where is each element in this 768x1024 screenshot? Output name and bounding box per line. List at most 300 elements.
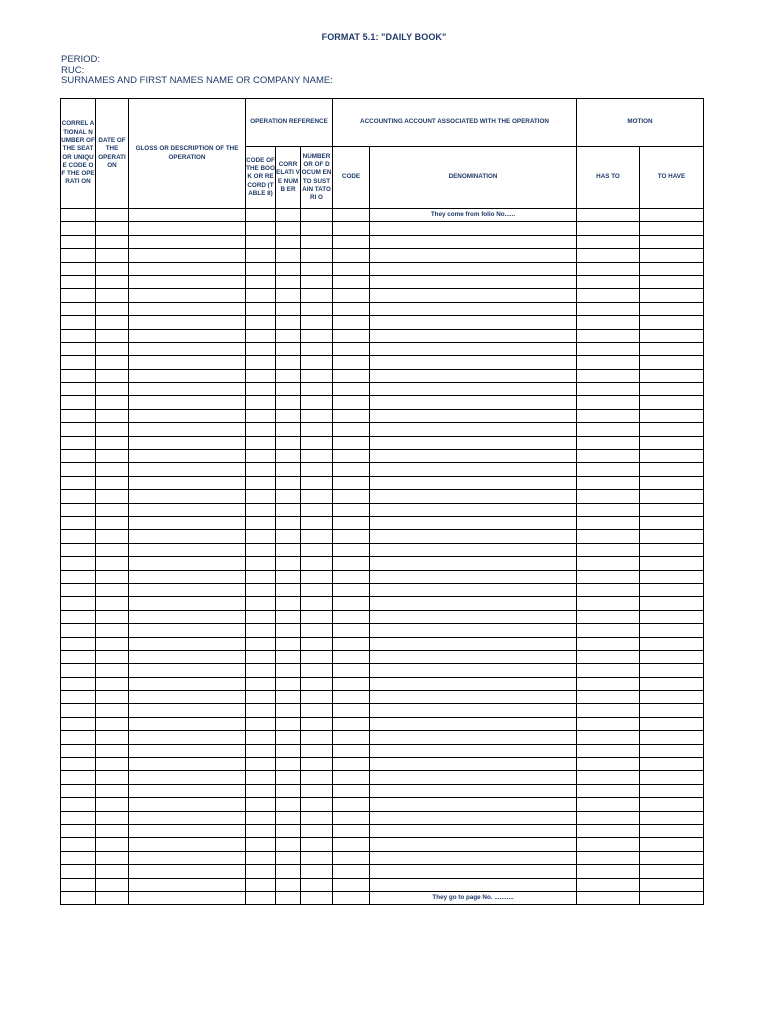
table-row [61,838,704,851]
table-cell [96,530,129,543]
table-cell [301,570,333,583]
table-cell [276,262,301,275]
table-cell [96,731,129,744]
table-cell [301,249,333,262]
table-cell [333,798,370,811]
table-cell [96,342,129,355]
col-header-accounting-account: ACCOUNTING ACCOUNT ASSOCIATED WITH THE OPERATION [333,99,577,147]
table-cell [301,530,333,543]
table-cell [246,490,276,503]
table-cell [301,664,333,677]
table-cell [61,677,96,690]
table-cell [96,503,129,516]
table-cell [301,597,333,610]
table-cell [370,557,577,570]
table-cell [276,302,301,315]
table-row [61,369,704,382]
table-cell [333,717,370,730]
table-cell [96,798,129,811]
table-cell [370,597,577,610]
table-cell [129,450,246,463]
table-cell [129,235,246,248]
table-cell [577,450,640,463]
table-cell [301,396,333,409]
table-cell [333,744,370,757]
table-cell [333,516,370,529]
table-cell [276,516,301,529]
table-cell [640,249,704,262]
table-cell [129,543,246,556]
table-cell [370,503,577,516]
table-row [61,691,704,704]
table-cell [640,409,704,422]
table-cell [640,731,704,744]
table-cell [577,878,640,891]
table-cell [640,543,704,556]
table-cell [129,610,246,623]
col-header-code: CODE [333,147,370,209]
table-cell [333,356,370,369]
table-cell [577,356,640,369]
table-row [61,865,704,878]
table-cell [370,423,577,436]
table-cell [246,784,276,797]
table-cell [577,691,640,704]
table-cell [129,557,246,570]
table-cell [301,811,333,824]
table-cell [333,490,370,503]
table-cell [370,476,577,489]
table-cell [301,450,333,463]
table-cell [301,423,333,436]
table-cell [577,677,640,690]
table-cell [370,530,577,543]
table-cell [640,691,704,704]
table-cell [276,677,301,690]
table-cell [129,275,246,288]
table-cell [370,878,577,891]
table-cell [370,664,577,677]
table-cell [577,717,640,730]
table-cell [640,583,704,596]
table-cell [577,275,640,288]
table-cell [640,824,704,837]
table-cell [640,262,704,275]
table-cell [129,369,246,382]
table-cell [333,316,370,329]
table-cell [333,436,370,449]
table-cell [246,369,276,382]
table-cell [577,369,640,382]
table-cell [333,583,370,596]
table-cell [96,423,129,436]
table-cell [640,316,704,329]
table-row [61,637,704,650]
table-cell [61,771,96,784]
table-cell [276,570,301,583]
table-cell [61,851,96,864]
table-cell [640,423,704,436]
table-cell [129,624,246,637]
table-cell [96,771,129,784]
table-cell [333,637,370,650]
table-cell [246,235,276,248]
col-header-book-code: CODE OF THE BOOK OR RECORD (TABLE 8) [246,147,276,209]
table-cell [301,289,333,302]
table-cell [370,865,577,878]
table-cell [276,624,301,637]
table-cell [301,209,333,222]
table-cell [96,824,129,837]
table-cell [61,503,96,516]
table-cell [577,463,640,476]
table-cell [129,463,246,476]
table-row [61,222,704,235]
table-cell [276,530,301,543]
table-cell [370,289,577,302]
table-cell [333,650,370,663]
table-cell [640,209,704,222]
table-cell [577,342,640,355]
table-cell [61,570,96,583]
table-cell [276,342,301,355]
ruc-label: RUC: [61,64,85,76]
table-cell [333,409,370,422]
header-fields [61,55,333,87]
table-cell [61,597,96,610]
table-cell [333,450,370,463]
table-cell [129,824,246,837]
table-cell [370,811,577,824]
table-cell [577,249,640,262]
col-header-denomination: DENOMINATION [370,147,577,209]
table-cell [333,222,370,235]
table-cell [370,543,577,556]
table-cell [370,731,577,744]
table-cell [370,838,577,851]
table-cell [246,771,276,784]
period-label: PERIOD: [61,54,101,65]
table-cell [129,650,246,663]
table-cell [96,704,129,717]
table-cell [61,811,96,824]
table-cell [96,289,129,302]
table-cell [246,650,276,663]
table-cell [61,209,96,222]
table-cell [640,222,704,235]
table-cell [370,302,577,315]
table-cell [333,289,370,302]
table-cell [370,329,577,342]
table-cell [301,342,333,355]
table-row [61,249,704,262]
table-row [61,209,704,222]
table-cell [370,771,577,784]
table-cell [276,851,301,864]
table-cell [246,717,276,730]
table-cell [246,516,276,529]
table-cell [129,811,246,824]
table-cell [333,771,370,784]
table-row [61,731,704,744]
table-cell [276,463,301,476]
table-cell [246,329,276,342]
table-cell [246,423,276,436]
table-cell [61,356,96,369]
table-cell [640,650,704,663]
table-cell [577,570,640,583]
table-cell [301,503,333,516]
table-cell [96,235,129,248]
table-cell [640,664,704,677]
col-header-has-to: HAS TO [577,147,640,209]
table-cell [61,369,96,382]
table-cell [96,557,129,570]
table-cell [246,744,276,757]
table-cell [370,275,577,288]
table-cell [577,383,640,396]
table-cell [96,784,129,797]
table-cell [370,758,577,771]
table-cell [333,249,370,262]
table-cell [301,275,333,288]
table-cell [96,369,129,382]
table-cell [96,516,129,529]
table-cell [577,262,640,275]
table-cell [246,396,276,409]
table-cell [301,356,333,369]
table-cell [333,677,370,690]
table-cell [640,610,704,623]
table-cell [577,650,640,663]
table-cell [246,262,276,275]
table-cell [61,476,96,489]
table-cell [96,329,129,342]
table-cell [61,891,96,904]
table-cell [96,436,129,449]
table-cell [276,275,301,288]
table-cell [640,356,704,369]
table-cell [577,235,640,248]
table-cell [370,744,577,757]
table-cell [61,249,96,262]
table-row [61,396,704,409]
table-cell [61,262,96,275]
table-cell [276,610,301,623]
table-cell [96,356,129,369]
table-cell [577,289,640,302]
table-cell [333,476,370,489]
table-cell [640,717,704,730]
table-cell [301,650,333,663]
table-cell [276,650,301,663]
table-cell [276,637,301,650]
table-cell [276,423,301,436]
table-cell [246,356,276,369]
table-cell [370,610,577,623]
table-cell [129,891,246,904]
table-cell [370,450,577,463]
table-cell [129,771,246,784]
table-cell [333,597,370,610]
table-cell [129,383,246,396]
table-cell [96,838,129,851]
table-cell [96,878,129,891]
table-cell [640,436,704,449]
table-row [61,516,704,529]
table-cell [370,436,577,449]
table-cell [333,235,370,248]
table-row [61,436,704,449]
table-cell [276,557,301,570]
table-cell [577,891,640,904]
table-cell [61,235,96,248]
table-row [61,476,704,489]
table-cell [129,717,246,730]
table-cell [577,557,640,570]
table-cell [640,530,704,543]
table-cell [61,275,96,288]
table-cell [129,302,246,315]
table-row [61,570,704,583]
table-cell [577,316,640,329]
table-cell [96,209,129,222]
page-title: FORMAT 5.1: "DAILY BOOK" [321,32,447,42]
table-cell [129,476,246,489]
table-cell [640,677,704,690]
table-cell [333,610,370,623]
table-cell [301,409,333,422]
table-cell [61,798,96,811]
table-cell [96,624,129,637]
table-cell [301,677,333,690]
table-cell [301,369,333,382]
table-cell [129,262,246,275]
table-cell [577,516,640,529]
table-cell [640,275,704,288]
table-row [61,262,704,275]
table-cell [61,383,96,396]
table-cell [370,717,577,730]
table-cell [301,637,333,650]
table-cell [333,342,370,355]
table-cell [577,784,640,797]
table-cell [129,409,246,422]
table-row [61,798,704,811]
table-cell [370,356,577,369]
table-cell [129,570,246,583]
col-header-to-have: TO HAVE [640,147,704,209]
table-cell [61,289,96,302]
table-cell [129,691,246,704]
table-cell [333,731,370,744]
table-cell [96,744,129,757]
table-cell [301,610,333,623]
table-cell [129,704,246,717]
table-cell [276,289,301,302]
table-cell [246,503,276,516]
table-cell [301,704,333,717]
table-cell [129,731,246,744]
col-header-correlational: CORREL ATIONAL NUMBER OF THE SEAT OR UNIQUE CODE OF THE OPERATI ON [61,99,96,209]
table-cell [640,865,704,878]
table-cell [640,503,704,516]
table-cell [640,463,704,476]
table-cell [370,463,577,476]
table-cell [370,570,577,583]
table-cell [276,222,301,235]
table-cell [61,704,96,717]
table-cell [276,891,301,904]
table-cell [246,664,276,677]
table-cell [246,691,276,704]
table-cell [276,436,301,449]
table-cell [129,758,246,771]
table-cell [301,784,333,797]
table-cell [96,262,129,275]
table-cell [246,463,276,476]
table-cell [301,824,333,837]
table-cell [640,838,704,851]
table-cell [61,543,96,556]
table-cell [246,878,276,891]
table-cell [370,851,577,864]
table-cell [301,302,333,315]
table-cell [246,891,276,904]
table-cell [61,758,96,771]
table-cell [276,490,301,503]
table-cell [61,744,96,757]
table-cell [246,289,276,302]
table-cell [246,383,276,396]
table-cell [129,342,246,355]
table-cell [129,490,246,503]
table-cell [640,342,704,355]
table-cell [640,235,704,248]
table-cell [276,798,301,811]
table-cell [61,878,96,891]
table-cell [333,396,370,409]
table-cell [276,758,301,771]
table-cell [276,369,301,382]
table-cell [129,436,246,449]
table-cell [301,744,333,757]
table-cell [129,865,246,878]
table-cell [246,704,276,717]
table-cell [640,369,704,382]
table-cell [276,476,301,489]
table-cell [577,744,640,757]
table-cell [333,891,370,904]
table-cell [96,851,129,864]
table-cell [333,329,370,342]
table-cell [96,865,129,878]
table-cell [301,383,333,396]
col-header-gloss: GLOSS OR DESCRIPTION OF THE OPERATION [129,99,246,209]
table-cell [61,222,96,235]
table-row [61,744,704,757]
table-cell [61,302,96,315]
table-cell [333,811,370,824]
table-cell [640,450,704,463]
table-cell [246,342,276,355]
table-cell [96,597,129,610]
table-cell [276,209,301,222]
table-cell [577,209,640,222]
table-cell [577,704,640,717]
table-row [61,851,704,864]
table-cell [96,476,129,489]
